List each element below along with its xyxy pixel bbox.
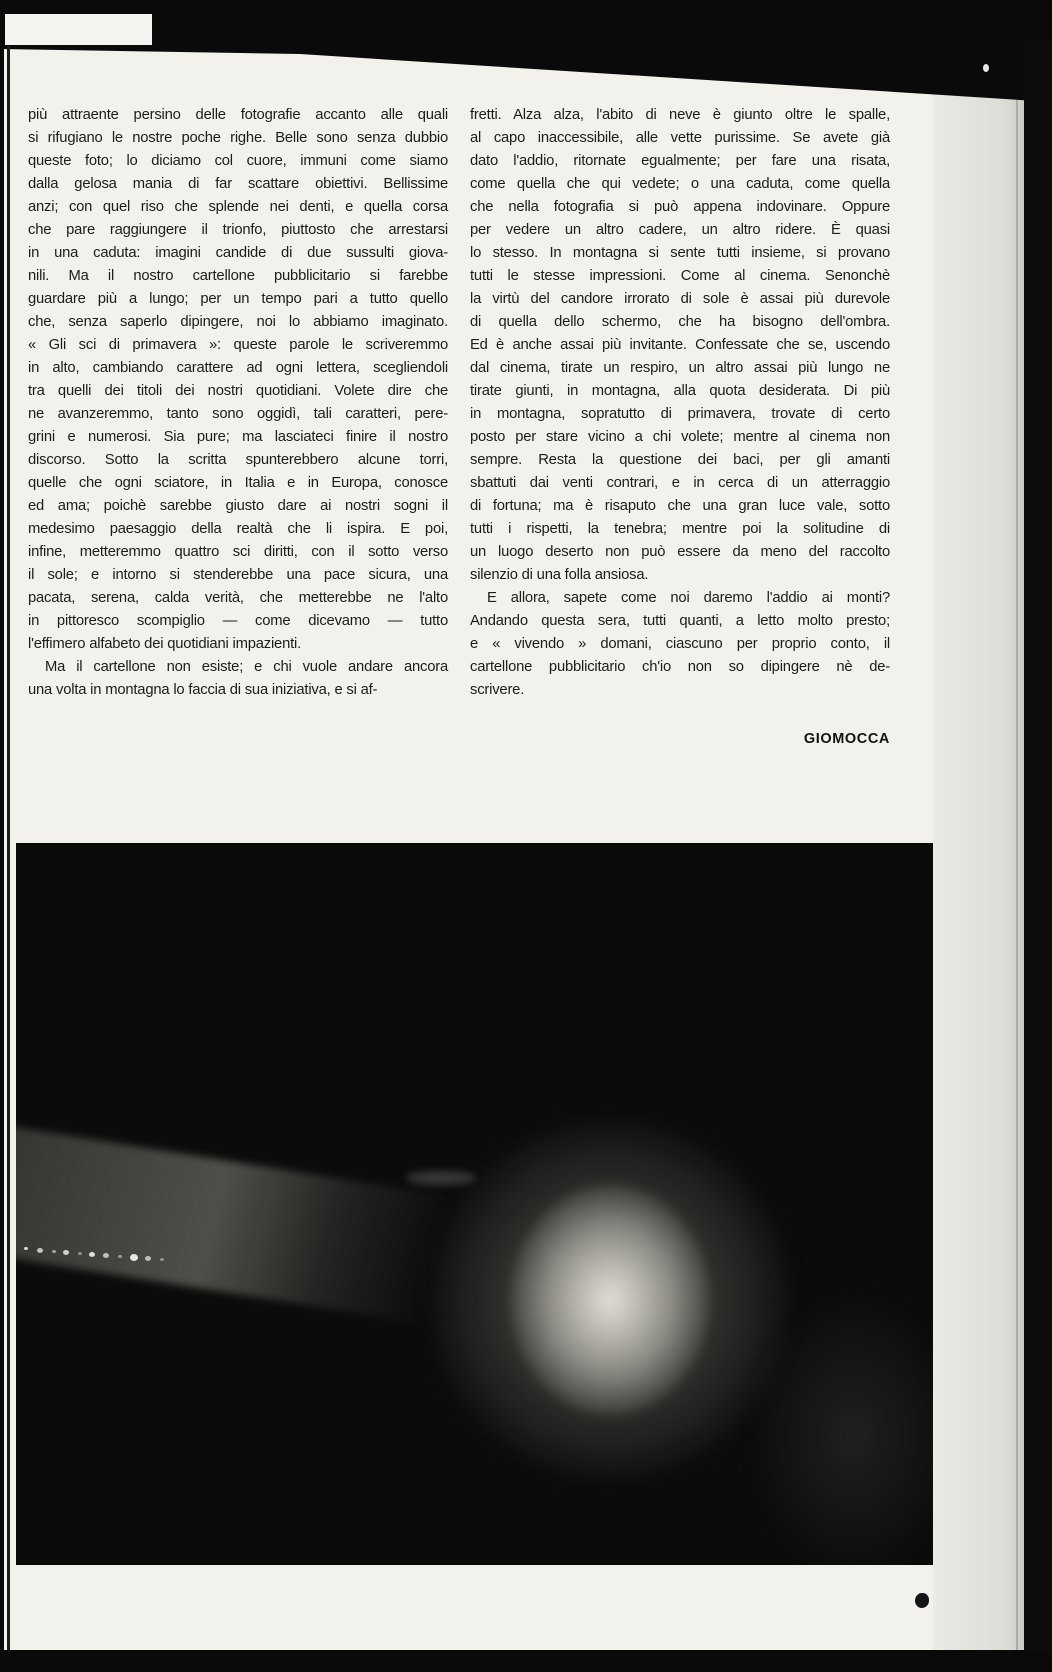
left-paragraph-2	[28, 656, 448, 702]
text-line: anzi; con quel riso che splende nei denti, e quella corsa	[28, 199, 448, 215]
text-line: guardare più a lungo; per un tempo pari a tutto quello	[28, 291, 448, 307]
text-line: sempre. Resta la questione dei baci, per gli amanti	[470, 452, 890, 468]
text-line: quelle che ogni sciatore, in Italia e in Europa, conosce	[28, 475, 448, 491]
dust-speck	[983, 64, 989, 72]
text-line: ne avanzeremmo, tanto sono oggidì, tali caratteri, pere-	[28, 406, 448, 422]
photo-corner-texture	[743, 1285, 933, 1565]
text-line: tra quelli dei titoli dei nostri quotidiani. Volete dire che	[28, 383, 448, 399]
text-line: in pittoresco scompiglio — come dicevamo — tutto	[28, 613, 448, 629]
text-line: che nella fotografia si può appena indovinare. Oppure	[470, 199, 890, 215]
text-line: dal cinema, tirate un respiro, un altro assai più lungo ne	[470, 360, 890, 376]
text-line: discorso. Sotto la scritta spunterebbero alcune torri,	[28, 452, 448, 468]
text-line: di quella dello schermo, che ha bisogno dell'ombra.	[470, 314, 890, 330]
text-line: più attraente persino delle fotografie accanto alle quali	[28, 107, 448, 123]
text-line: Ma il cartellone non esiste; e chi vuole andare ancora	[45, 659, 448, 675]
text-line: E allora, sapete come noi daremo l'addio ai monti?	[487, 590, 890, 606]
text-line: tutti i rispetti, la tenebra; mentre poi la solitudine di	[470, 521, 890, 537]
text-line: in alto, cambiando carattere ad ogni lettera, scegliendoli	[28, 360, 448, 376]
text-line: ed ama; poichè sarebbe giusto dare ai nostri sogni il	[28, 498, 448, 514]
photo-snow-slope	[16, 1126, 483, 1329]
text-line: cartellone pubblicitario ch'io non so dipingere nè de-	[470, 659, 890, 675]
text-line: scrivere.	[470, 682, 525, 698]
text-line: medesimo paesaggio della realtà che li ispira. E poi,	[28, 521, 448, 537]
text-line: posto per stare vicino a chi volete; mentre al cinema non	[470, 429, 890, 445]
scan-white-notch	[5, 14, 152, 45]
text-line: lo stesso. In montagna si sente tutti insieme, si provano	[470, 245, 890, 261]
scan-edge-bottom	[0, 1650, 1052, 1672]
scan-edge-left-inner	[7, 46, 10, 1652]
right-paragraph-1	[470, 104, 890, 587]
text-line: di fortuna; ma è risaputo che una gran luce vale, sotto	[470, 498, 890, 514]
night-photograph	[16, 843, 933, 1565]
text-line: come quella che qui vedete; o una caduta, come quella	[470, 176, 890, 192]
text-line: nili. Ma il nostro cartellone pubblicitario si farebbe	[28, 268, 448, 284]
right-paragraph-2	[470, 587, 890, 702]
text-line: per vedere un altro cadere, un altro ridere. È quasi	[470, 222, 890, 238]
text-line: un luogo deserto non può essere da meno del raccolto	[470, 544, 890, 560]
text-line: fretti. Alza alza, l'abito di neve è giunto oltre le spalle,	[470, 107, 890, 123]
photo-mist-core	[510, 1185, 710, 1415]
author-byline: GIOMOCCA	[803, 731, 890, 747]
text-line: tirate giunti, in montagna, alla quota desiderata. Di più	[470, 383, 890, 399]
scan-edge-right	[1024, 40, 1052, 1672]
text-line: dato l'addio, ritornate egualmente; per fare una risata,	[470, 153, 890, 169]
text-line: pacata, serena, calda verità, che metterebbe ne l'alto	[28, 590, 448, 606]
text-line: e « vivendo » domani, ciascuno per proprio conto, il	[470, 636, 890, 652]
text-line: una volta in montagna lo faccia di sua iniziativa, e si af-	[28, 682, 378, 698]
text-line: « Gli sci di primavera »: queste parole le scriveremmo	[28, 337, 448, 353]
text-line: infine, metteremmo quattro sci diritti, con il sotto verso	[28, 544, 448, 560]
text-line: Ed è anche assai più invitante. Confessate che se, uscendo	[470, 337, 890, 353]
photo-distant-lights	[24, 1247, 28, 1250]
left-paragraph-1	[28, 104, 448, 656]
text-line: grini e numerosi. Sia pure; ma lasciateci finire il nostro	[28, 429, 448, 445]
page-edge-crease	[1016, 100, 1018, 1652]
text-line: in una caduta: imagini candide di due sussulti giova-	[28, 245, 448, 261]
text-line: queste foto; lo diciamo col cuore, immuni come siamo	[28, 153, 448, 169]
photo-light-smudge	[406, 1171, 476, 1185]
text-line: in montagna, sopratutto di primavera, trovate di certo	[470, 406, 890, 422]
page-right-margin-shade	[933, 44, 1024, 1652]
ink-spot	[915, 1593, 929, 1608]
text-line: al capo inaccessibile, alle vette purissime. Se avete già	[470, 130, 890, 146]
text-line: sbattuti dai venti contrari, e in cerca di un atterraggio	[470, 475, 890, 491]
text-line: il sole; e intorno si stenderebbe una pace sicura, una	[28, 567, 448, 583]
text-line: si rifugiano le nostre poche righe. Belle sono senza dubbio	[28, 130, 448, 146]
right-column	[470, 104, 890, 751]
left-column	[28, 104, 448, 702]
text-line: l'effimero alfabeto dei quotidiani impazienti.	[28, 636, 302, 652]
scan-edge-left-outer	[0, 0, 4, 1672]
text-line: tutti le stesse impressioni. Come al cinema. Senonchè	[470, 268, 890, 284]
text-line: Andando questa sera, tutti quanti, a letto molto presto;	[470, 613, 890, 629]
text-line: la virtù del candore irrorato di sole è assai più durevole	[470, 291, 890, 307]
text-line: dalla gelosa mania di far scattare obiettivi. Bellissime	[28, 176, 448, 192]
text-line: che pare raggiungere il trionfo, piuttosto che arrestarsi	[28, 222, 448, 238]
text-line: silenzio di una folla ansiosa.	[470, 567, 649, 583]
text-line: che, senza saperlo dipingere, noi lo abbiamo imaginato.	[28, 314, 448, 330]
